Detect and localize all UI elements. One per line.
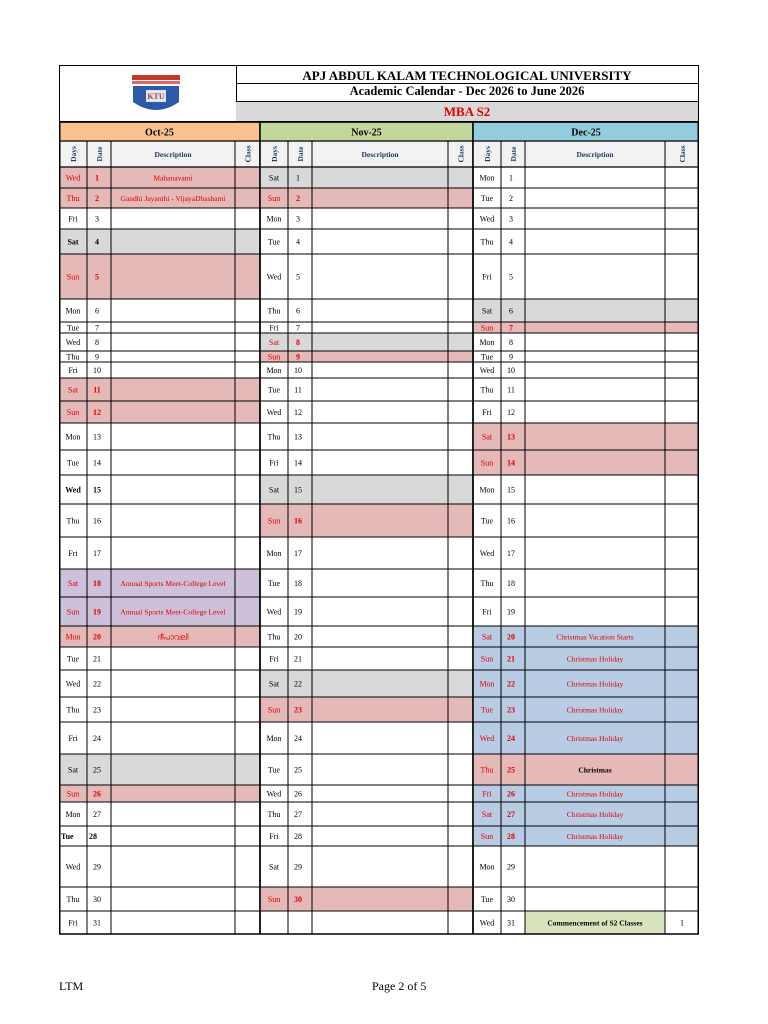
day-cell: Sat <box>481 432 493 442</box>
date-cell: 24 <box>294 734 302 743</box>
footer-page-number: Page 2 of 5 <box>372 979 427 993</box>
day-cell: Fri <box>482 408 492 417</box>
description-cell: Christmas Holiday <box>566 705 624 715</box>
day-cell: Tue <box>480 194 494 203</box>
day-cell: Tue <box>480 516 494 526</box>
date-cell: 11 <box>507 385 515 395</box>
day-cell: Sat <box>67 385 79 395</box>
day-cell: Tue <box>480 705 494 715</box>
ktu-logo-icon <box>60 66 236 121</box>
date-cell: 10 <box>93 366 101 375</box>
date-cell: 10 <box>507 366 515 375</box>
day-cell: Sun <box>267 516 281 526</box>
date-cell: 16 <box>507 516 515 526</box>
class-cell: 1 <box>680 918 684 928</box>
day-cell: Mon <box>65 632 81 642</box>
date-cell: 2 <box>296 194 300 203</box>
date-cell: 1 <box>509 173 513 183</box>
day-cell: Sat <box>268 679 280 689</box>
day-cell: Sun <box>267 705 281 715</box>
date-cell: 15 <box>294 485 302 495</box>
date-cell: 4 <box>296 237 300 247</box>
day-cell: Fri <box>269 654 279 664</box>
day-cell: Wed <box>266 408 282 417</box>
date-column-header: Date <box>509 146 518 162</box>
day-cell: Fri <box>482 272 492 282</box>
date-cell: 8 <box>95 338 99 347</box>
day-cell: Thu <box>66 705 80 715</box>
day-cell: Tue <box>480 895 494 904</box>
row-fill <box>260 351 473 362</box>
date-cell: 7 <box>296 323 300 333</box>
day-cell: Sat <box>268 338 280 347</box>
row-fill <box>59 229 260 254</box>
description-column-header: Description <box>154 150 192 159</box>
day-cell: Sat <box>268 485 280 495</box>
day-cell: Wed <box>266 272 282 282</box>
month-title: Nov-25 <box>351 127 382 139</box>
day-cell: Mon <box>266 734 282 743</box>
day-cell: Tue <box>267 237 281 247</box>
class-column-header: Class <box>243 145 253 163</box>
date-cell: 30 <box>294 895 302 904</box>
date-cell: 29 <box>507 862 515 872</box>
date-cell: 18 <box>294 579 302 588</box>
date-cell: 20 <box>507 632 515 642</box>
date-cell: 3 <box>296 214 300 224</box>
day-cell: Thu <box>66 352 80 362</box>
row-fill <box>59 401 260 423</box>
date-cell: 9 <box>95 352 99 362</box>
day-cell: Tue <box>66 654 80 664</box>
date-cell: 14 <box>93 458 101 468</box>
date-cell: 15 <box>507 485 515 495</box>
day-cell: Sun <box>267 194 281 203</box>
day-cell: Thu <box>480 385 494 395</box>
date-cell: 31 <box>507 918 515 928</box>
day-cell: Wed <box>479 366 495 375</box>
day-cell: Wed <box>266 789 282 799</box>
day-cell: Wed <box>479 549 495 558</box>
date-cell: 4 <box>509 237 513 247</box>
day-cell: Tue <box>267 385 281 395</box>
date-cell: 5 <box>509 272 513 282</box>
date-cell: 11 <box>294 385 302 395</box>
calendar-sheet <box>59 65 699 954</box>
header-block <box>59 65 699 122</box>
date-cell: 24 <box>93 734 101 743</box>
day-cell: Mon <box>479 862 495 872</box>
date-cell: 25 <box>294 765 302 775</box>
day-cell: Fri <box>68 918 78 928</box>
date-cell: 16 <box>294 516 302 526</box>
day-cell: Mon <box>266 549 282 558</box>
day-cell: Mon <box>65 810 81 819</box>
date-cell: 21 <box>507 654 515 664</box>
day-cell: Sat <box>481 632 493 642</box>
description-cell: Commencement of S2 Classes <box>547 918 643 928</box>
day-cell: Fri <box>269 323 279 333</box>
date-cell: 28 <box>89 832 97 841</box>
date-cell: 2 <box>509 194 513 203</box>
row-fill <box>260 167 473 188</box>
description-cell: Annual Sports Meet-College Level <box>120 579 226 588</box>
date-cell: 24 <box>507 734 515 743</box>
date-cell: 30 <box>507 895 515 904</box>
date-cell: 3 <box>509 214 513 224</box>
day-cell: Sun <box>66 408 80 417</box>
university-logo <box>60 66 237 121</box>
date-cell: 18 <box>93 579 101 588</box>
day-cell: Thu <box>267 306 281 316</box>
description-cell: Christmas Vacation Starts <box>556 632 634 642</box>
description-cell: Christmas Holiday <box>566 679 624 689</box>
date-cell: 21 <box>93 654 101 664</box>
date-cell: 13 <box>93 432 101 442</box>
row-fill <box>260 670 473 697</box>
day-cell: Thu <box>480 237 494 247</box>
day-cell: Mon <box>479 173 495 183</box>
description-column-header: Description <box>576 150 614 159</box>
date-cell: 8 <box>509 338 513 347</box>
date-cell: 28 <box>294 832 302 841</box>
date-cell: 14 <box>294 458 302 468</box>
day-cell: Sun <box>267 352 281 362</box>
calendar-grid <box>59 122 699 941</box>
day-cell: Sun <box>267 895 281 904</box>
day-cell: Thu <box>267 632 281 642</box>
day-cell: Wed <box>65 679 81 689</box>
date-cell: 21 <box>294 654 302 664</box>
row-fill <box>260 504 473 537</box>
day-cell: Wed <box>479 918 495 928</box>
date-cell: 20 <box>294 632 302 642</box>
day-cell: Mon <box>479 485 495 495</box>
day-cell: Sun <box>480 323 494 333</box>
row-fill <box>59 254 260 299</box>
day-cell: Wed <box>479 214 495 224</box>
day-cell: Fri <box>269 832 279 841</box>
day-cell: Thu <box>267 432 281 442</box>
day-cell: Mon <box>479 338 495 347</box>
date-column-header: Date <box>296 146 305 162</box>
row-fill <box>59 785 260 802</box>
row-fill <box>260 887 473 911</box>
day-cell: Tue <box>267 579 281 588</box>
day-cell: Wed <box>65 862 81 872</box>
row-fill <box>260 697 473 722</box>
row-fill <box>260 475 473 504</box>
date-cell: 17 <box>93 549 101 558</box>
date-cell: 26 <box>294 789 302 799</box>
day-cell: Thu <box>66 194 80 203</box>
date-cell: 22 <box>507 679 515 689</box>
date-cell: 13 <box>294 432 302 442</box>
date-cell: 25 <box>507 765 515 775</box>
date-cell: 10 <box>294 366 302 375</box>
row-fill <box>59 378 260 401</box>
date-cell: 27 <box>93 810 101 819</box>
day-cell: Wed <box>479 734 495 743</box>
day-cell: Mon <box>65 306 81 316</box>
date-cell: 12 <box>294 408 302 417</box>
day-cell: Sat <box>67 765 79 775</box>
date-cell: 18 <box>507 579 515 588</box>
day-cell: Mon <box>266 366 282 375</box>
days-column-header: Days <box>270 146 279 162</box>
date-cell: 4 <box>95 237 99 247</box>
row-fill <box>260 188 473 208</box>
day-cell: Mon <box>65 432 81 442</box>
date-cell: 19 <box>93 607 101 617</box>
day-cell: Mon <box>479 679 495 689</box>
date-cell: 13 <box>507 432 515 442</box>
date-cell: 23 <box>93 705 101 715</box>
date-cell: 6 <box>509 306 513 316</box>
date-cell: 2 <box>95 194 99 203</box>
date-cell: 23 <box>507 705 515 715</box>
date-cell: 30 <box>93 895 101 904</box>
day-cell: Sun <box>480 832 494 841</box>
date-cell: 15 <box>93 485 101 495</box>
description-cell: Christmas <box>578 765 612 775</box>
description-cell: Christmas Holiday <box>566 810 624 819</box>
day-cell: Fri <box>269 458 279 468</box>
date-cell: 22 <box>294 679 302 689</box>
day-cell: Sat <box>67 579 79 588</box>
date-cell: 27 <box>507 810 515 819</box>
day-cell: Thu <box>66 516 80 526</box>
day-cell: Mon <box>266 214 282 224</box>
date-cell: 25 <box>93 765 101 775</box>
day-cell: Tue <box>480 352 494 362</box>
row-fill <box>260 333 473 351</box>
date-cell: 17 <box>507 549 515 558</box>
class-column-header: Class <box>678 145 687 163</box>
date-cell: 19 <box>294 607 302 617</box>
day-cell: Sat <box>481 810 493 819</box>
description-cell: Christmas Holiday <box>566 654 624 664</box>
description-column-header: Description <box>361 150 399 159</box>
month-title: Oct-25 <box>145 127 174 139</box>
date-cell: 31 <box>93 918 101 928</box>
date-cell: 6 <box>95 306 99 316</box>
date-cell: 1 <box>95 173 99 183</box>
days-column-header: Days <box>69 146 78 162</box>
day-cell: Sun <box>480 458 494 468</box>
date-cell: 26 <box>507 789 515 799</box>
day-cell: Fri <box>68 214 78 224</box>
calendar-table <box>59 122 699 936</box>
description-cell: Christmas Holiday <box>566 734 624 743</box>
day-cell: Sun <box>480 654 494 664</box>
day-cell: Wed <box>266 607 282 617</box>
date-cell: 22 <box>93 679 101 689</box>
description-cell: Mahanavami <box>153 173 193 183</box>
date-cell: 9 <box>509 352 513 362</box>
day-cell: Fri <box>68 549 78 558</box>
date-cell: 14 <box>507 458 515 468</box>
description-cell: Gandhi Jayanthi - VijayaDhashami <box>120 194 226 203</box>
description-cell: Christmas Holiday <box>566 789 624 799</box>
date-cell: 29 <box>294 862 302 872</box>
date-cell: 6 <box>296 306 300 316</box>
university-title: APJ ABDUL KALAM TECHNOLOGICAL UNIVERSITY <box>236 68 698 84</box>
date-cell: 29 <box>93 862 101 872</box>
class-column-header: Class <box>456 145 466 163</box>
date-cell: 12 <box>93 408 101 417</box>
date-cell: 8 <box>296 338 300 347</box>
days-column-header: Days <box>483 146 492 162</box>
day-cell: Sun <box>66 789 80 799</box>
date-cell: 20 <box>93 632 101 642</box>
date-cell: 16 <box>93 516 101 526</box>
day-cell: Fri <box>482 607 492 617</box>
date-cell: 5 <box>95 272 99 282</box>
date-cell: 23 <box>294 705 302 715</box>
date-cell: 9 <box>296 352 300 362</box>
footer-left: LTM <box>59 979 84 993</box>
day-cell: Thu <box>66 895 80 904</box>
description-cell: Christmas Holiday <box>566 832 624 841</box>
day-cell: Sat <box>481 306 493 316</box>
day-cell: Thu <box>267 810 281 819</box>
day-cell: Sun <box>66 607 80 617</box>
day-cell: Sat <box>67 237 79 247</box>
description-cell: ദീപാവലി <box>157 632 189 642</box>
day-cell: Sun <box>66 272 80 282</box>
day-cell: Fri <box>68 366 78 375</box>
day-cell: Tue <box>66 323 80 333</box>
description-cell: Annual Sports Meet-College Level <box>120 607 226 617</box>
day-cell: Sat <box>268 173 280 183</box>
date-cell: 7 <box>95 323 99 333</box>
day-cell: Fri <box>482 789 492 799</box>
date-cell: 17 <box>294 549 302 558</box>
day-cell: Thu <box>480 579 494 588</box>
day-cell: Thu <box>480 765 494 775</box>
day-cell: Wed <box>65 485 81 495</box>
month-title: Dec-25 <box>571 127 601 139</box>
date-cell: 7 <box>509 323 513 333</box>
date-cell: 3 <box>95 214 99 224</box>
date-cell: 11 <box>93 385 101 395</box>
date-cell: 26 <box>93 789 101 799</box>
svg-text:KTU: KTU <box>147 92 165 101</box>
date-column-header: Date <box>95 146 104 162</box>
day-cell: Tue <box>267 765 281 775</box>
day-cell: Tue <box>61 832 74 841</box>
day-cell: Wed <box>65 338 81 347</box>
date-cell: 5 <box>296 272 300 282</box>
date-cell: 28 <box>507 832 515 841</box>
day-cell: Fri <box>68 734 78 743</box>
day-cell: Sat <box>268 862 280 872</box>
calendar-subtitle: Academic Calendar - Dec 2026 to June 2026 <box>349 84 585 98</box>
row-fill <box>59 754 260 785</box>
program-title: MBA S2 <box>236 101 698 121</box>
day-cell: Tue <box>66 458 80 468</box>
date-cell: 1 <box>296 173 300 183</box>
date-cell: 19 <box>507 607 515 617</box>
date-cell: 27 <box>294 810 302 819</box>
date-cell: 12 <box>507 408 515 417</box>
day-cell: Wed <box>65 173 81 183</box>
